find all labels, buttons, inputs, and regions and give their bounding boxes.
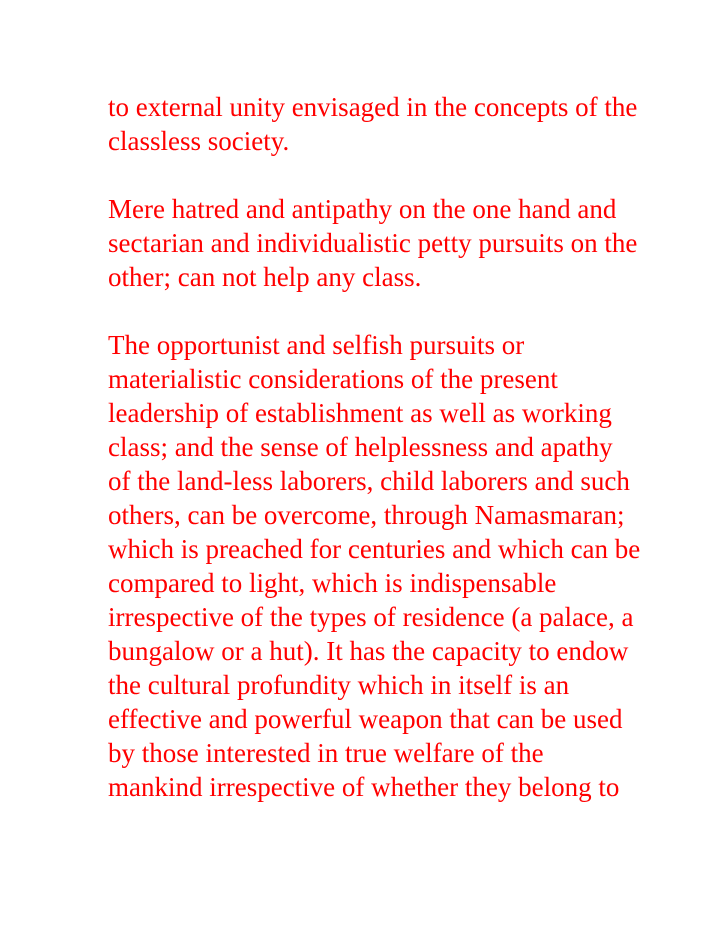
text-line: others, can be overcome, through Namasmaran; — [108, 500, 625, 530]
text-line: by those interested in true welfare of the — [108, 738, 544, 768]
paragraph-2 — [108, 192, 726, 294]
text-line: The opportunist and selfish pursuits or — [108, 330, 525, 360]
text-line: which is preached for centuries and which can be — [108, 534, 641, 564]
text-line: classless society. — [108, 126, 290, 156]
text-line: Mere hatred and antipathy on the one hand and — [108, 194, 617, 224]
text-line: irrespective of the types of residence (a palace, a — [108, 602, 634, 632]
text-line: leadership of establishment as well as working — [108, 398, 612, 428]
document-body — [108, 90, 726, 838]
paragraph-3 — [108, 328, 726, 804]
text-line: class; and the sense of helplessness and apathy — [108, 432, 613, 462]
text-line: the cultural profundity which in itself is an — [108, 670, 570, 700]
text-line: sectarian and individualistic petty pursuits on the — [108, 228, 638, 258]
text-line: of the land-less laborers, child laborers and such — [108, 466, 630, 496]
text-line: materialistic considerations of the present — [108, 364, 558, 394]
text-line: other; can not help any class. — [108, 262, 422, 292]
text-line: mankind irrespective of whether they belong to — [108, 772, 620, 802]
text-line: effective and powerful weapon that can be used — [108, 704, 623, 734]
text-line: compared to light, which is indispensable — [108, 568, 557, 598]
text-line: bungalow or a hut). It has the capacity to endow — [108, 636, 629, 666]
text-line: to external unity envisaged in the concepts of the — [108, 92, 638, 122]
paragraph-1 — [108, 90, 726, 158]
